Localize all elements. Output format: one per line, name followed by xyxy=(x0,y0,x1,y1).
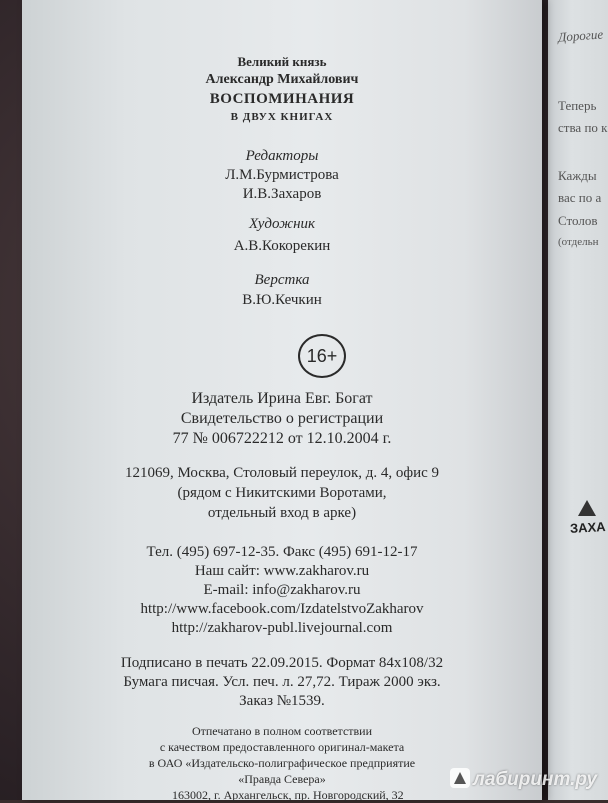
print-info-line: Бумага писчая. Усл. печ. л. 27,72. Тираж 2000 экз. xyxy=(123,674,441,690)
printer-line: Отпечатано в полном соответствии xyxy=(191,724,373,738)
facing-text: вас по а xyxy=(558,190,602,205)
facing-text: Дорогие xyxy=(557,26,604,45)
facing-text: Кажды xyxy=(558,168,597,183)
publisher-line: 77 № 006722212 от 12.10.2004 г. xyxy=(172,430,392,447)
printer-line: в ОАО «Издательско-полиграфическое предприятие xyxy=(148,756,416,770)
layout-artist-name: В.Ю.Кечкин xyxy=(242,292,322,308)
email-line: E-mail: info@zakharov.ru xyxy=(203,582,361,598)
watermark xyxy=(450,768,597,791)
facing-text: (отдельн xyxy=(558,236,599,248)
publisher-logo-icon xyxy=(578,500,596,516)
layout-label: Верстка xyxy=(254,272,310,288)
watermark-text: лабиринт.ру xyxy=(473,769,598,790)
printer-line: с качеством предоставленного оригинал-макета xyxy=(159,740,405,754)
facebook-line: http://www.facebook.com/IzdatelstvoZakharov xyxy=(140,601,424,617)
publisher-line: Свидетельство о регистрации xyxy=(180,410,384,427)
print-info-line: Подписано в печать 22.09.2015. Формат 84х108/32 xyxy=(120,655,444,671)
website-line: Наш сайт: www.zakharov.ru xyxy=(194,563,370,579)
editor-name: И.В.Захаров xyxy=(242,186,322,202)
labirint-logo-icon xyxy=(450,768,470,788)
printer-line: 163002, г. Архангельск, пр. Новгородский, 32 xyxy=(172,788,404,802)
author-name: Александр Михайлович xyxy=(205,72,359,87)
facing-text: Столов xyxy=(558,213,598,228)
book-title: ВОСПОМИНАНИЯ xyxy=(209,91,355,107)
facing-page xyxy=(548,0,608,800)
printer-line: «Правда Севера» xyxy=(238,772,326,786)
address-line: отдельный вход в арке) xyxy=(207,505,357,521)
facing-text: ства по к xyxy=(558,120,608,135)
phone-line: Тел. (495) 697-12-35. Факс (495) 691-12-17 xyxy=(146,544,418,560)
facing-text: Теперь xyxy=(558,98,597,113)
book-subtitle: В ДВУХ КНИГАХ xyxy=(230,111,334,123)
editor-name: Л.М.Бурмистрова xyxy=(225,167,339,183)
age-rating-badge: 16+ xyxy=(298,334,346,378)
address-line: (рядом с Никитскими Воротами, xyxy=(177,485,387,501)
publisher-line: Издатель Ирина Евг. Богат xyxy=(191,390,373,407)
address-line: 121069, Москва, Столовый переулок, д. 4, офис 9 xyxy=(124,465,440,481)
editors-label: Редакторы xyxy=(245,148,319,164)
artist-label: Художник xyxy=(248,216,316,232)
colophon-page xyxy=(22,0,542,800)
livejournal-line: http://zakharov-publ.livejournal.com xyxy=(171,620,393,636)
print-info-line: Заказ №1539. xyxy=(239,693,325,709)
publisher-logo-text: ЗАХА xyxy=(569,519,606,536)
artist-name: А.В.Кокорекин xyxy=(233,238,331,254)
author-title: Великий князь xyxy=(237,54,327,69)
